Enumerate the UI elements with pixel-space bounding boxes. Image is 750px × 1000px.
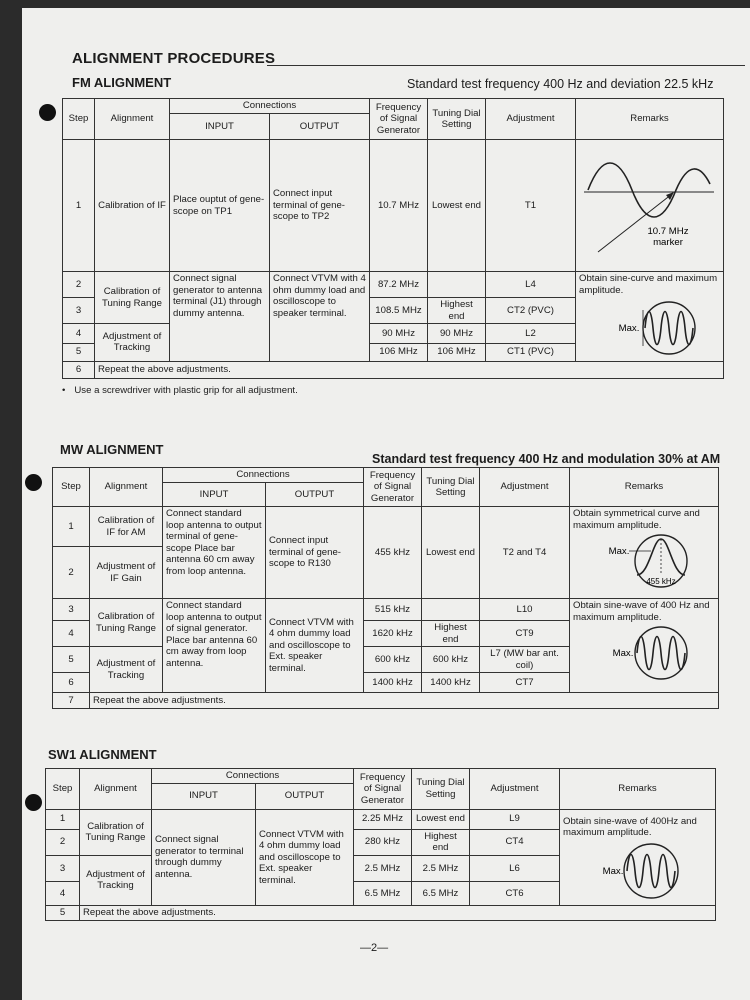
adjustment-cell: T1: [486, 140, 576, 272]
if-curve-figure: [573, 531, 713, 591]
alignment-cell: Adjustment of Tracking: [80, 855, 152, 906]
alignment-cell: Calibration of Tuning Range: [95, 272, 170, 324]
frequency-cell: 600 kHz: [364, 647, 422, 673]
step-number: 3: [63, 298, 95, 324]
step-number: 2: [63, 272, 95, 298]
col-step: Step: [53, 468, 90, 507]
sine-wave: [637, 637, 685, 670]
mw-standard-frequency: Standard test frequency 400 Hz and modulation 30% at AM: [372, 452, 721, 466]
tuning-cell: Highest end: [422, 621, 480, 647]
frequency-cell: 106 MHz: [370, 343, 428, 361]
output-cell: Connect VTVM with 4 ohm dummy load and oscilloscope to Ext. speaker terminal.: [266, 599, 364, 693]
adjustment-cell: CT1 (PVC): [486, 343, 576, 361]
frequency-cell: 280 kHz: [354, 829, 412, 855]
col-step: Step: [46, 769, 80, 810]
step-number: 4: [63, 324, 95, 344]
col-input: INPUT: [152, 783, 256, 809]
adjustment-cell: CT2 (PVC): [486, 298, 576, 324]
max-label: Max.: [612, 648, 634, 659]
col-step: Step: [63, 99, 95, 140]
sine-marker-figure: [580, 144, 720, 264]
col-alignment: Alignment: [90, 468, 163, 507]
col-connections: Connections: [170, 99, 370, 114]
remarks-cell: [570, 599, 719, 693]
sw1-heading: SW1 ALIGNMENT: [48, 747, 157, 762]
alignment-cell: Calibration of Tuning Range: [80, 809, 152, 855]
adjustment-cell: L9: [470, 809, 560, 829]
repeat-row: Repeat the above adjustments.: [95, 361, 724, 378]
sine-wave: [627, 854, 675, 887]
alignment-cell: Adjustment of Tracking: [90, 647, 163, 693]
output-cell: Connect VTVM with 4 ohm dummy load and oscilloscope to speaker terminal.: [270, 272, 370, 362]
frequency-cell: 10.7 MHz: [370, 140, 428, 272]
tuning-cell: Highest end: [428, 298, 486, 324]
adjustment-cell: L10: [480, 599, 570, 621]
adjustment-cell: L4: [486, 272, 576, 298]
col-input: INPUT: [163, 483, 266, 507]
output-cell: Connect input terminal of gene-scope to TP2: [270, 140, 370, 272]
max-label: Max.: [608, 546, 630, 557]
sine-max-figure: [563, 839, 711, 901]
step-number: 1: [63, 140, 95, 272]
tuning-cell: Lowest end: [422, 507, 480, 599]
frequency-cell: 515 kHz: [364, 599, 422, 621]
marker-label: 10.7 MHz marker: [646, 225, 689, 248]
step-number: 6: [53, 673, 90, 693]
col-input: INPUT: [170, 114, 270, 140]
col-alignment: Alignment: [95, 99, 170, 140]
frequency-cell: 2.5 MHz: [354, 855, 412, 882]
input-cell: Connect standard loop antenna to output of signal generator. Place bar antenna 60 cm away from loop antenna.: [163, 599, 266, 693]
manual-page: [22, 8, 750, 1000]
mw-alignment-table: [52, 467, 719, 709]
fm-heading: FM ALIGNMENT: [72, 75, 172, 90]
page-title: ALIGNMENT PROCEDURES: [72, 50, 276, 67]
adjustment-cell: L6: [470, 855, 560, 882]
input-cell: Connect signal generator to terminal through dummy antenna.: [152, 809, 256, 906]
frequency-cell: 2.25 MHz: [354, 809, 412, 829]
tuning-cell: 1400 kHz: [422, 673, 480, 693]
input-cell: Connect standard loop antenna to output terminal of gene-scope Place bar antenna 60 cm away from loop antenna.: [163, 507, 266, 599]
step-number: 4: [46, 882, 80, 906]
tuning-cell: 2.5 MHz: [412, 855, 470, 882]
center-frequency-label: 455 kHz: [646, 577, 676, 586]
adjustment-cell: CT4: [470, 829, 560, 855]
col-frequency: Frequency of Signal Generator: [370, 99, 428, 140]
tuning-cell: Lowest end: [428, 140, 486, 272]
col-frequency: Frequency of Signal Generator: [364, 468, 422, 507]
tuning-cell: 6.5 MHz: [412, 882, 470, 906]
col-adjustment: Adjustment: [486, 99, 576, 140]
remarks-text: Obtain sine-wave of 400 Hz and maximum amplitude.: [573, 600, 710, 623]
sine-curve: [588, 163, 710, 217]
input-cell: Place ouptut of gene-scope on TP1: [170, 140, 270, 272]
binder-hole: [25, 474, 42, 491]
alignment-cell: Calibration of IF for AM: [90, 507, 163, 547]
col-output: OUTPUT: [270, 114, 370, 140]
adjustment-cell: L2: [486, 324, 576, 344]
remarks-cell: [570, 507, 719, 599]
remarks-cell: [576, 272, 724, 362]
sine-max-figure: [579, 296, 719, 356]
adjustment-cell: L7 (MW bar ant. coil): [480, 647, 570, 673]
input-cell: Connect signal generator to antenna terminal (J1) through dummy antenna.: [170, 272, 270, 362]
col-tuning: Tuning Dial Setting: [412, 769, 470, 810]
col-remarks: Remarks: [576, 99, 724, 140]
fm-standard-frequency: Standard test frequency 400 Hz and deviation 22.5 kHz: [407, 77, 714, 91]
adjustment-cell: CT9: [480, 621, 570, 647]
tuning-cell: 600 kHz: [422, 647, 480, 673]
fm-alignment-table: [62, 98, 724, 379]
col-output: OUTPUT: [266, 483, 364, 507]
tuning-cell: Highest end: [412, 829, 470, 855]
tuning-cell: Lowest end: [412, 809, 470, 829]
page-number: —2—: [360, 942, 389, 954]
step-number: 1: [53, 507, 90, 547]
mw-heading: MW ALIGNMENT: [60, 442, 164, 457]
max-label: Max.: [618, 323, 640, 334]
step-number: 5: [63, 343, 95, 361]
step-number: 3: [46, 855, 80, 882]
step-number: 3: [53, 599, 90, 621]
remarks-cell: [560, 809, 716, 906]
if-marker-diagram: [576, 140, 724, 272]
frequency-cell: 455 kHz: [364, 507, 422, 599]
alignment-cell: Adjustment of Tracking: [95, 324, 170, 362]
max-label: Max.: [602, 865, 624, 877]
col-output: OUTPUT: [256, 783, 354, 809]
binder-hole: [39, 104, 56, 121]
col-connections: Connections: [163, 468, 364, 483]
sine-wave: [645, 312, 693, 345]
step-number: 1: [46, 809, 80, 829]
tuning-cell: 106 MHz: [428, 343, 486, 361]
frequency-cell: 6.5 MHz: [354, 882, 412, 906]
output-cell: Connect input terminal of gene-scope to R130: [266, 507, 364, 599]
col-remarks: Remarks: [560, 769, 716, 810]
binder-hole: [25, 794, 42, 811]
step-number: 2: [46, 829, 80, 855]
sw1-alignment-table: [45, 768, 716, 921]
frequency-cell: 1400 kHz: [364, 673, 422, 693]
col-remarks: Remarks: [570, 468, 719, 507]
note-text: Use a screwdriver with plastic grip for all adjustment.: [74, 385, 298, 396]
remarks-text: Obtain sine-curve and maximum amplitude.: [579, 273, 718, 296]
tuning-cell: 90 MHz: [428, 324, 486, 344]
step-number: 5: [46, 906, 80, 921]
remarks-text: Obtain sine-wave of 400Hz and maximum amplitude.: [563, 815, 697, 838]
frequency-cell: 1620 kHz: [364, 621, 422, 647]
adjustment-cell: T2 and T4: [480, 507, 570, 599]
col-frequency: Frequency of Signal Generator: [354, 769, 412, 810]
col-adjustment: Adjustment: [480, 468, 570, 507]
col-connections: Connections: [152, 769, 354, 784]
alignment-cell: Adjustment of IF Gain: [90, 547, 163, 599]
col-alignment: Alignment: [80, 769, 152, 810]
adjustment-cell: CT7: [480, 673, 570, 693]
step-number: 2: [53, 547, 90, 599]
sine-max-figure: [573, 623, 713, 681]
output-cell: Connect VTVM with 4 ohm dummy load and oscilloscope to Ext. speaker terminal.: [256, 809, 354, 906]
step-number: 4: [53, 621, 90, 647]
tuning-cell: [428, 272, 486, 298]
fm-note: • Use a screwdriver with plastic grip for all adjustment.: [62, 385, 298, 396]
frequency-cell: 108.5 MHz: [370, 298, 428, 324]
alignment-cell: Calibration of IF: [95, 140, 170, 272]
col-adjustment: Adjustment: [470, 769, 560, 810]
col-tuning: Tuning Dial Setting: [428, 99, 486, 140]
frequency-cell: 87.2 MHz: [370, 272, 428, 298]
step-number: 5: [53, 647, 90, 673]
repeat-row: Repeat the above adjustments.: [80, 906, 716, 921]
tuning-cell: [422, 599, 480, 621]
step-number: 6: [63, 361, 95, 378]
alignment-cell: Calibration of Tuning Range: [90, 599, 163, 647]
adjustment-cell: CT6: [470, 882, 560, 906]
col-tuning: Tuning Dial Setting: [422, 468, 480, 507]
repeat-row: Repeat the above adjustments.: [90, 693, 719, 709]
title-rule: [267, 65, 745, 66]
step-number: 7: [53, 693, 90, 709]
remarks-text: Obtain symmetrical curve and maximum amplitude.: [573, 508, 700, 531]
frequency-cell: 90 MHz: [370, 324, 428, 344]
